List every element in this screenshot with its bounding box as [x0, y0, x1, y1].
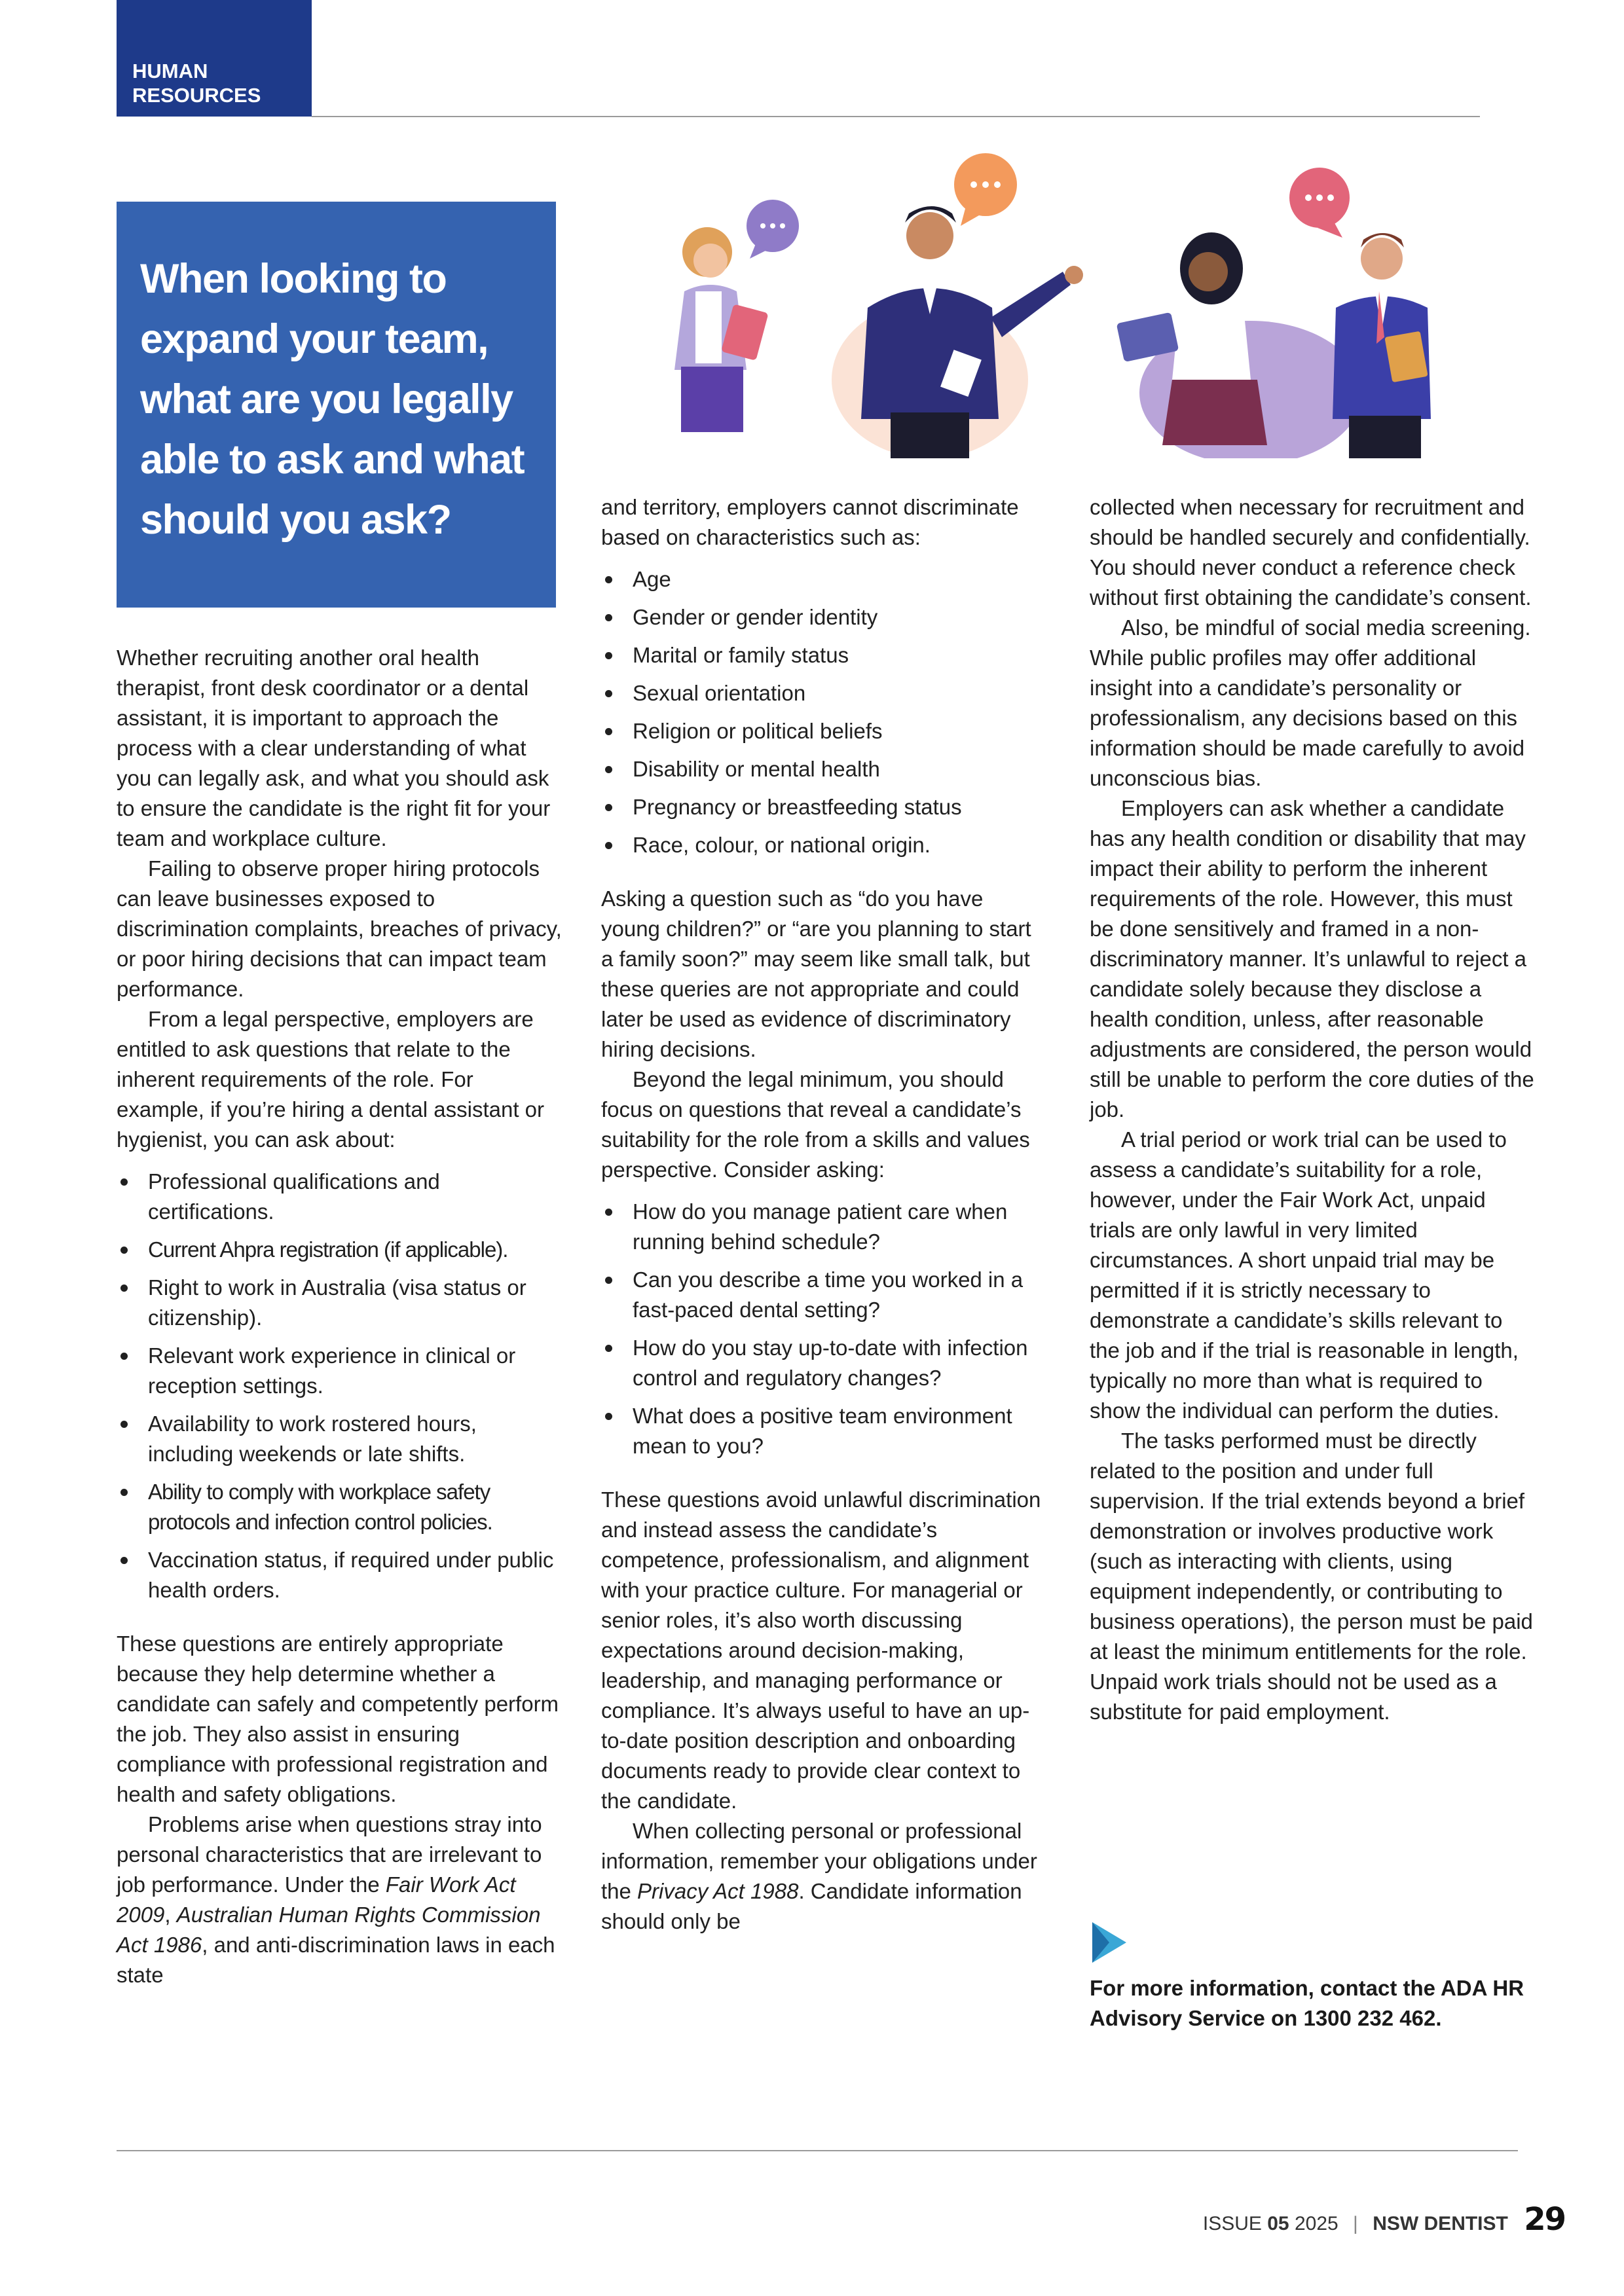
paragraph: These questions are entirely appropriate because they help determine whether a candidate can safely and competently perform the job. They also assist in ensuring compliance with professional registration and health and safety obligations. [117, 1631, 559, 1806]
list-item: What does a positive team environment mean to you? [601, 1401, 1046, 1461]
paragraph: Beyond the legal minimum, you should focus on questions that reveal a candidate’s suitability for the role from a skills and values perspective. Consider asking: [601, 1067, 1030, 1182]
list-item: How do you manage patient care when running behind schedule? [601, 1197, 1046, 1257]
paragraph: Whether recruiting another oral health therapist, front desk coordinator or a dental assistant, it is important to approach the process with a clear understanding of what you can legally ask, and what you should ask to ensure the candidate is the right fit for your team and workplace culture. [117, 646, 551, 850]
list-item: Right to work in Australia (visa status or citizenship). [117, 1273, 562, 1333]
paragraph: Employers can ask whether a candidate has any health condition or disability that may impact their ability to perform the inherent requirements of the role. However, this must be done sensitively and framed in a non-discriminatory manner. It’s unlawful to reject a candidate solely because they disclose a health condition, unless, after reasonable adjustments are considered, the person would still be unable to perform the core duties of the job. [1090, 796, 1534, 1121]
paragraph: Asking a question such as “do you have young children?” or “are you planning to start a family soon?” may seem like small talk, but these queries are not appropriate and could later be used as evidence of discriminatory hiring decisions. [601, 886, 1031, 1061]
footer-rule [117, 2150, 1518, 2151]
list-item: Relevant work experience in clinical or reception settings. [117, 1341, 562, 1401]
issue-year: 2025 [1294, 2213, 1338, 2234]
paragraph: The tasks performed must be directly related to the position and under full supervision. If the trial extends beyond a brief demonstration or involves productive work (such as interacting with clients, using equipment independently, or contributing to business operations), the person must be paid at least the minimum entitlements for the role. Unpaid work trials should not be used as a substitute for paid employment. [1090, 1429, 1533, 1724]
list-item: Ability to comply with workplace safety protocols and infection control policies. [117, 1477, 562, 1537]
list-item: Age [601, 564, 1046, 594]
list-item: Can you describe a time you worked in a fast-paced dental setting? [601, 1265, 1046, 1325]
speech-bubble-icon [1289, 168, 1350, 238]
list-item: Sexual orientation [601, 678, 1046, 708]
paragraph: and territory, employers cannot discriminate based on characteristics such as: [601, 495, 1019, 549]
paragraph: From a legal perspective, employers are entitled to ask questions that relate to the inherent requirements of the role. For example, if you’re hiring a dental assistant or hygienist, you can ask about: [117, 1007, 545, 1152]
list-item: How do you stay up-to-date with infection control and regulatory changes? [601, 1333, 1046, 1393]
list-item: Vaccination status, if required under public health orders. [117, 1545, 562, 1605]
paragraph: Also, be mindful of social media screening. While public profiles may offer additional insight into a candidate’s personality or professionalism, any decisions based on this information should be made carefully to avoid unconscious bias. [1090, 615, 1531, 790]
section-label-line1: HUMAN [132, 60, 208, 82]
contact-callout [1090, 1973, 1535, 2033]
list-item: Disability or mental health [601, 754, 1046, 784]
list-item: Marital or family status [601, 640, 1046, 670]
paragraph: A trial period or work trial can be used to assess a candidate’s suitability for a role, however, under the Fair Work Act, unpaid trials are only lawful in very limited circumstances. A short unpaid trial may be permitted if it is strictly necessary to demonstrate a candidate’s skills relevant to the job and if the trial is reasonable in length, typically no more than what is required to show the individual can perform the duties. [1090, 1127, 1519, 1423]
paragraph: Failing to observe proper hiring protocols can leave businesses exposed to discrimination complaints, breaches of privacy, or poor hiring decisions that can impact team performance. [117, 856, 562, 1001]
list-item: Availability to work rostered hours, including weekends or late shifts. [117, 1409, 562, 1469]
list-item: Religion or political beliefs [601, 716, 1046, 746]
issue-number: 05 [1267, 2213, 1289, 2234]
list-item: Pregnancy or breastfeeding status [601, 792, 1046, 822]
magazine-name: NSW DENTIST [1373, 2213, 1508, 2234]
paragraph: These questions avoid unlawful discrimination and instead assess the candidate’s competence, professionalism, and alignment with your practice culture. For managerial or senior roles, it’s also worth discussing expectations around decision-making, leadership, and managing performance or compliance. It’s always useful to have an up-to-date position description and onboarding documents ready to provide clear context to the candidate. [601, 1487, 1041, 1813]
header-rule [312, 116, 1480, 117]
list-item: Professional qualifications and certifications. [117, 1167, 562, 1227]
speech-bubble-icon [747, 200, 799, 259]
play-arrow-icon [1090, 1920, 1129, 1965]
allowed-questions-list [117, 1167, 562, 1605]
list-item: Gender or gender identity [601, 602, 1046, 632]
paragraph: Problems arise when questions stray into personal characteristics that are irrelevant to job performance. Under the Fair Work Act 2009, Australian Human Rights Commission Act 1986, and anti-discrimination laws in each state [117, 1812, 555, 1987]
protected-characteristics-list [601, 564, 1046, 860]
section-label-line2: RESOURCES [132, 84, 261, 107]
contact-text: For more information, contact the ADA HR Advisory Service on 1300 232 462. [1090, 1976, 1524, 2030]
page-number: 29 [1524, 2201, 1565, 2238]
issue-label: ISSUE [1202, 2213, 1262, 2234]
woman-with-laptop [1116, 232, 1267, 445]
suggested-questions-list [601, 1197, 1046, 1461]
footer-separator: | [1353, 2213, 1358, 2234]
headline-box [117, 202, 556, 608]
woman-with-clipboard [674, 227, 769, 432]
section-tab [117, 0, 312, 117]
list-item: Current Ahpra registration (if applicable). [117, 1235, 562, 1265]
column-2 [601, 492, 1046, 1937]
paragraph: When collecting personal or professional information, remember your obligations under the Privacy Act 1988. Candidate information should only be [601, 1819, 1037, 1933]
column-1 [117, 643, 562, 1990]
speech-bubble-icon [954, 153, 1017, 226]
footer [1113, 2201, 1565, 2240]
column-3 [1090, 492, 1535, 1727]
list-item: Race, colour, or national origin. [601, 830, 1046, 860]
paragraph: collected when necessary for recruitment and should be handled securely and confidentially. You should never conduct a reference check without first obtaining the candidate’s consent. [1090, 495, 1532, 610]
headline: When looking to expand your team, what are you legally able to ask and what should you ask? [140, 256, 525, 543]
team-meeting-illustration [622, 144, 1480, 458]
